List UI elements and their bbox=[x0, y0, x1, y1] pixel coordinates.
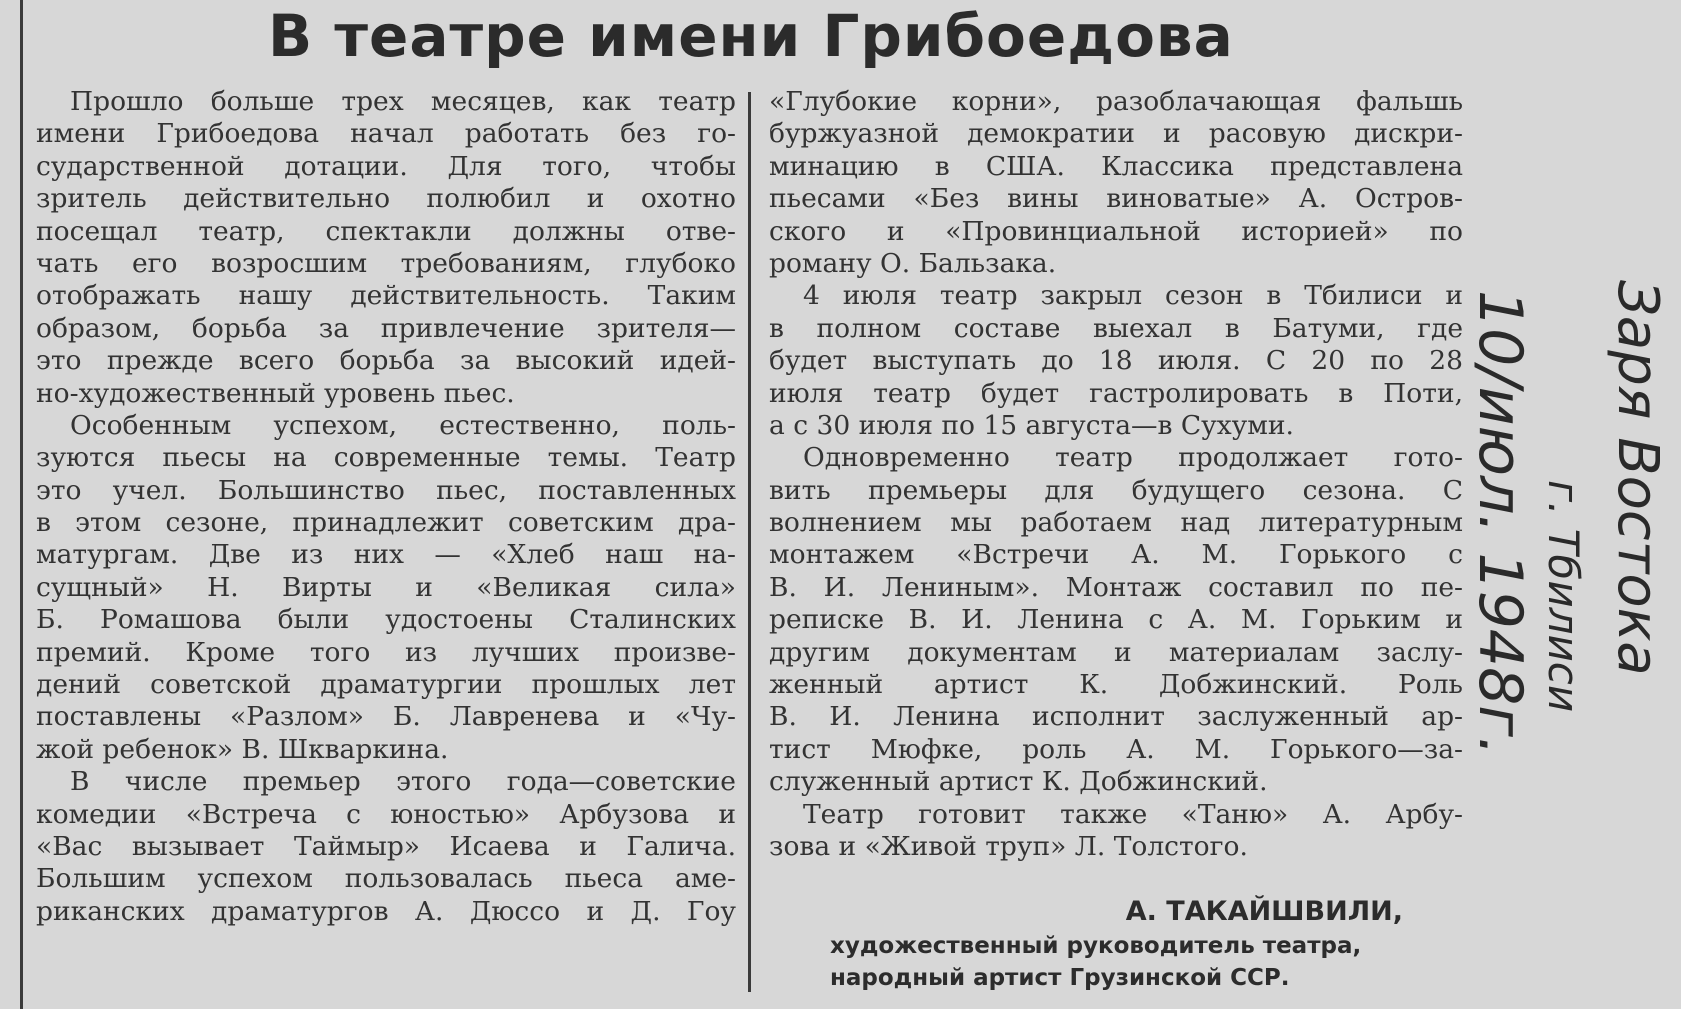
article-text-line: минацию в США. Классика представлена bbox=[769, 150, 1463, 182]
article-text-line: монтажем «Встречи А. М. Горького с bbox=[769, 539, 1463, 571]
article-text-line: июля театр будет гастролировать в Поти, bbox=[769, 377, 1463, 409]
author-title-line: художественный руководитель театра, bbox=[830, 933, 1362, 959]
article-text-line: 4 июля театр закрыл сезон в Тбилиси и bbox=[803, 280, 1463, 312]
article-text-line: В числе премьер этого года—советские bbox=[70, 766, 736, 798]
article-text-line: «Глубокие корни», разоблачающая фальшь bbox=[769, 86, 1463, 117]
article-text-line: зуются пьесы на современные темы. Театр bbox=[36, 442, 736, 474]
article-text-line: служенный артист К. Добжинский. bbox=[769, 766, 1268, 798]
article-text-line: «Вас вызывает Таймыр» Исаева и Галича. bbox=[36, 830, 736, 862]
article-text-line: премий. Кроме того из лучших произве- bbox=[36, 636, 736, 668]
article-text-line: образом, борьба за привлечение зрителя— bbox=[36, 312, 736, 344]
article-text-line: В. И. Лениным». Монтаж составил по пе- bbox=[769, 571, 1463, 603]
article-text-line: сущный» Н. Вирты и «Великая сила» bbox=[36, 571, 736, 603]
article-text-line: тист Мюфке, роль А. М. Горького—за- bbox=[769, 733, 1463, 765]
article-text-line: волнением мы работаем над литературным bbox=[769, 507, 1463, 539]
article-text-line: риканских драматургов А. Дюссо и Д. Гоу bbox=[36, 895, 736, 927]
article-text-line: поставлены «Разлом» Б. Лавренева и «Чу- bbox=[36, 701, 736, 733]
article-text-line: Одновременно театр продолжает гото- bbox=[803, 442, 1463, 474]
article-headline: В театре имени Грибоедова bbox=[268, 2, 1234, 70]
article-text-line: в этом сезоне, принадлежит советским дра- bbox=[36, 507, 736, 539]
article-text-line: имени Грибоедова начал работать без го- bbox=[36, 118, 736, 150]
author-title-line: народный артист Грузинской ССР. bbox=[830, 965, 1290, 991]
article-text-line: в полном составе выехал в Батуми, где bbox=[769, 312, 1463, 344]
article-text-line: жой ребенок» В. Шкваркина. bbox=[36, 733, 449, 765]
column-divider bbox=[748, 92, 751, 992]
article-text-line: Особенным успехом, естественно, поль- bbox=[70, 409, 736, 441]
author-signature: А. ТАКАЙШВИЛИ, bbox=[1125, 896, 1403, 927]
article-text-line: чать его возросшим требованиям, глубоко bbox=[36, 247, 736, 279]
article-text-line: реписке В. И. Ленина с А. М. Горьким и bbox=[769, 604, 1463, 636]
article-text-line: дений советской драматургии прошлых лет bbox=[36, 669, 736, 701]
article-text-line: зова и «Живой труп» Л. Толстого. bbox=[769, 830, 1248, 862]
article-text-line: роману О. Бальзака. bbox=[769, 247, 1057, 279]
article-text-line: отображать нашу действительность. Таким bbox=[36, 280, 736, 312]
article-text-line: Б. Ромашова были удостоены Сталинских bbox=[36, 604, 736, 636]
article-text-line: но-художественный уровень пьес. bbox=[36, 377, 515, 409]
article-column-right bbox=[769, 86, 1463, 863]
article-text-line: Прошло больше трех месяцев, как театр bbox=[70, 86, 736, 117]
author-title bbox=[830, 930, 1470, 994]
article-text-line: В. И. Ленина исполнит заслуженный ар- bbox=[769, 701, 1463, 733]
article-text-line: Театр готовит также «Таню» А. Арбу- bbox=[803, 798, 1463, 830]
article-text-line: женный артист К. Добжинский. Роль bbox=[769, 669, 1463, 701]
article-text-line: это учел. Большинство пьес, поставленных bbox=[36, 474, 736, 506]
article-text-line: а с 30 июля по 15 августа—в Сухуми. bbox=[769, 409, 1294, 441]
article-text-line: сударственной дотации. Для того, чтобы bbox=[36, 150, 736, 182]
handwritten-city-note: г. Тбилиси bbox=[1539, 480, 1588, 713]
article-text-line: это прежде всего борьба за высокий идей- bbox=[36, 345, 736, 377]
article-text-line: зритель действительно полюбил и охотно bbox=[36, 183, 736, 215]
handwritten-date-note: 10/июл. 1948г. bbox=[1465, 290, 1535, 756]
article-text-line: посещал театр, спектакли должны отве- bbox=[36, 215, 736, 247]
article-text-line: комедии «Встреча с юностью» Арбузова и bbox=[36, 798, 736, 830]
article-column-left bbox=[36, 86, 736, 928]
article-text-line: Большим успехом пользовалась пьеса аме- bbox=[36, 863, 736, 895]
article-text-line: другим документам и материалам заслу- bbox=[769, 636, 1463, 668]
article-text-line: будет выступать до 18 июля. С 20 по 28 bbox=[769, 345, 1463, 377]
article-text-line: матургам. Две из них — «Хлеб наш на- bbox=[36, 539, 736, 571]
article-text-line: вить премьеры для будущего сезона. С bbox=[769, 474, 1463, 506]
handwritten-source-note: Заря Востока bbox=[1605, 280, 1670, 676]
left-border-rule bbox=[20, 0, 23, 1009]
article-text-line: ского и «Провинциальной историей» по bbox=[769, 215, 1463, 247]
article-text-line: буржуазной демократии и расовую дискри- bbox=[769, 118, 1463, 150]
article-text-line: пьесами «Без вины виноватые» А. Остров- bbox=[769, 183, 1463, 215]
